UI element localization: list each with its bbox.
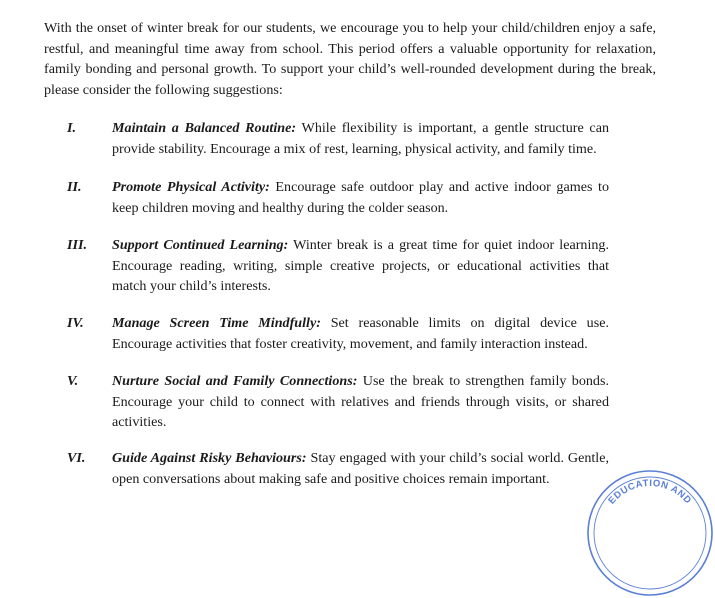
intro-paragraph: With the onset of winter break for our students, we encourage you to help your child/children enjoy a safe, restful, and meaningful time away from school. This period offers a valuable opportunity for relaxation, family bonding and personal growth. To support your child’s well-rounded development during the break, please consider the following suggestions:	[44, 20, 656, 98]
item-numeral: VI.	[67, 450, 86, 466]
item-numeral: III.	[67, 237, 87, 253]
item-text: Winter break is a great time for quiet indoor learning. Encourage reading, writing, simple creative projects, or educational activities that match your child’s interests.	[112, 237, 610, 295]
item-title: Support Continued Learning:	[112, 237, 289, 253]
item-text: Encourage safe outdoor play and active indoor games to keep children moving and healthy during the colder season.	[112, 179, 609, 216]
seal-inner-ring	[594, 477, 706, 589]
list-item	[112, 118, 609, 159]
item-numeral: II.	[67, 179, 82, 195]
seal-outer-ring	[588, 471, 712, 595]
item-numeral: V.	[67, 373, 79, 389]
item-text: While flexibility is important, a gentle structure can provide stability. Encourage a mix of rest, learning, physical activity, and family time.	[112, 120, 609, 157]
item-title: Maintain a Balanced Routine:	[112, 120, 297, 136]
official-seal	[585, 468, 715, 598]
list-item	[112, 235, 609, 297]
list-item	[112, 448, 609, 489]
list-item	[112, 313, 609, 354]
list-item	[112, 177, 609, 218]
item-title: Manage Screen Time Mindfully:	[112, 315, 321, 331]
seal-text: EDUCATION AND	[606, 477, 694, 507]
item-text: Set reasonable limits on digital device use. Encourage activities that foster creativity, movement, and family interaction instead.	[112, 315, 609, 352]
item-title: Nurture Social and Family Connections:	[112, 373, 358, 389]
item-title: Promote Physical Activity:	[112, 179, 270, 195]
item-text: Stay engaged with your child’s social world. Gentle, open conversations about making safe and positive choices remain important.	[112, 450, 610, 487]
list-item	[112, 371, 609, 433]
item-title: Guide Against Risky Behaviours:	[112, 450, 307, 466]
item-numeral: IV.	[67, 315, 84, 331]
item-text: Use the break to strengthen family bonds. Encourage your child to connect with relatives and friends through visits, or shared activities.	[112, 373, 609, 431]
item-numeral: I.	[67, 120, 77, 136]
